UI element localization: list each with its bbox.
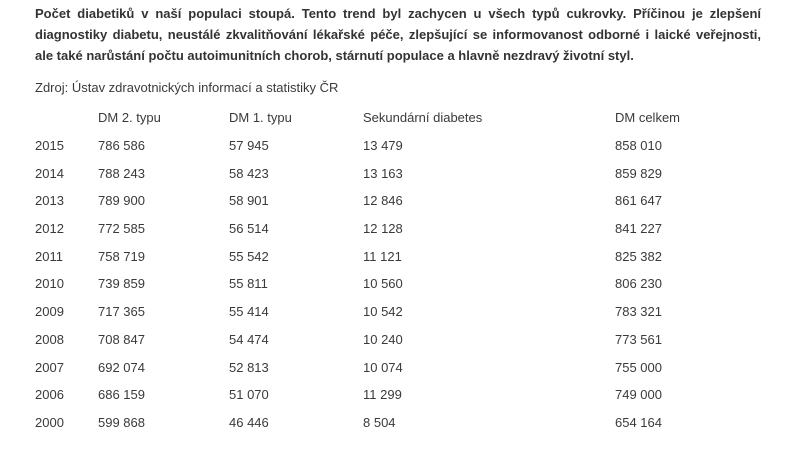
table-row <box>35 242 765 270</box>
cell-total: 783 321 <box>615 304 662 320</box>
cell-total: 841 227 <box>615 221 662 237</box>
cell-total: 773 561 <box>615 331 662 347</box>
table-row <box>35 132 765 160</box>
cell-dm1: 56 514 <box>229 221 269 237</box>
table-row <box>35 409 765 437</box>
cell-secondary: 12 128 <box>363 221 403 237</box>
cell-secondary: 13 163 <box>363 165 403 181</box>
cell-dm2: 717 365 <box>98 304 145 320</box>
cell-year: 2015 <box>35 138 64 154</box>
cell-secondary: 11 121 <box>363 248 402 264</box>
cell-total: 755 000 <box>615 359 662 375</box>
source-note: Zdroj: Ústav zdravotnických informací a statistiky ČR <box>35 80 339 95</box>
cell-year: 2012 <box>35 221 64 237</box>
cell-dm1: 54 474 <box>229 331 269 347</box>
cell-secondary: 13 479 <box>363 138 403 154</box>
cell-dm1: 58 423 <box>229 165 269 181</box>
table-row <box>35 215 765 243</box>
cell-dm2: 789 900 <box>98 193 145 209</box>
cell-secondary: 10 074 <box>363 359 403 375</box>
cell-dm2: 599 868 <box>98 414 145 430</box>
table-row <box>35 353 765 381</box>
cell-dm1: 51 070 <box>229 387 269 403</box>
cell-year: 2014 <box>35 165 64 181</box>
cell-total: 806 230 <box>615 276 662 292</box>
cell-secondary: 11 299 <box>363 387 402 403</box>
cell-year: 2010 <box>35 276 64 292</box>
diabetes-statistics-table <box>35 104 765 436</box>
cell-dm1: 55 414 <box>229 304 269 320</box>
cell-year: 2013 <box>35 193 64 209</box>
cell-secondary: 10 560 <box>363 276 403 292</box>
header-dm2: DM 2. typu <box>98 110 161 126</box>
cell-dm2: 708 847 <box>98 331 145 347</box>
cell-dm1: 46 446 <box>229 414 269 430</box>
cell-total: 861 647 <box>615 193 662 209</box>
cell-total: 825 382 <box>615 248 662 264</box>
cell-total: 858 010 <box>615 138 662 154</box>
cell-dm2: 686 159 <box>98 387 145 403</box>
cell-dm1: 55 811 <box>229 276 268 292</box>
header-dm1: DM 1. typu <box>229 110 292 126</box>
cell-year: 2006 <box>35 387 64 403</box>
cell-dm1: 58 901 <box>229 193 269 209</box>
cell-dm1: 57 945 <box>229 138 269 154</box>
cell-dm1: 55 542 <box>229 248 269 264</box>
table-row <box>35 326 765 354</box>
cell-dm2: 788 243 <box>98 165 145 181</box>
cell-year: 2011 <box>35 248 63 264</box>
table-row <box>35 381 765 409</box>
cell-total: 749 000 <box>615 387 662 403</box>
cell-dm1: 52 813 <box>229 359 269 375</box>
cell-dm2: 739 859 <box>98 276 145 292</box>
cell-dm2: 772 585 <box>98 221 145 237</box>
cell-dm2: 692 074 <box>98 359 145 375</box>
intro-paragraph: Počet diabetiků v naší populaci stoupá. Tento trend byl zachycen u všech typů cukrovky. Příčinou je zlepšení diagnostiky diabetu, neustálé zkvalitňování lékařské péče, zlepšující se informovanost odborné i laické veřejnosti, ale také narůstání počtu autoimunitních chorob, stárnutí populace a hlavně nezdravý životní styl. <box>35 6 761 63</box>
cell-secondary: 12 846 <box>363 193 403 209</box>
table-row <box>35 159 765 187</box>
cell-total: 654 164 <box>615 414 662 430</box>
cell-dm2: 786 586 <box>98 138 145 154</box>
header-year <box>35 104 98 132</box>
header-total: DM celkem <box>615 110 681 126</box>
cell-secondary: 10 240 <box>363 331 403 347</box>
cell-year: 2009 <box>35 304 64 320</box>
cell-secondary: 8 504 <box>363 414 396 430</box>
cell-secondary: 10 542 <box>363 304 403 320</box>
cell-dm2: 758 719 <box>98 248 145 264</box>
cell-year: 2007 <box>35 359 64 375</box>
cell-year: 2000 <box>35 414 64 430</box>
cell-year: 2008 <box>35 331 64 347</box>
header-secondary: Sekundární diabetes <box>363 110 483 126</box>
table-row <box>35 270 765 298</box>
table-row <box>35 298 765 326</box>
table-header-row <box>35 104 765 132</box>
table-row <box>35 187 765 215</box>
cell-total: 859 829 <box>615 165 662 181</box>
